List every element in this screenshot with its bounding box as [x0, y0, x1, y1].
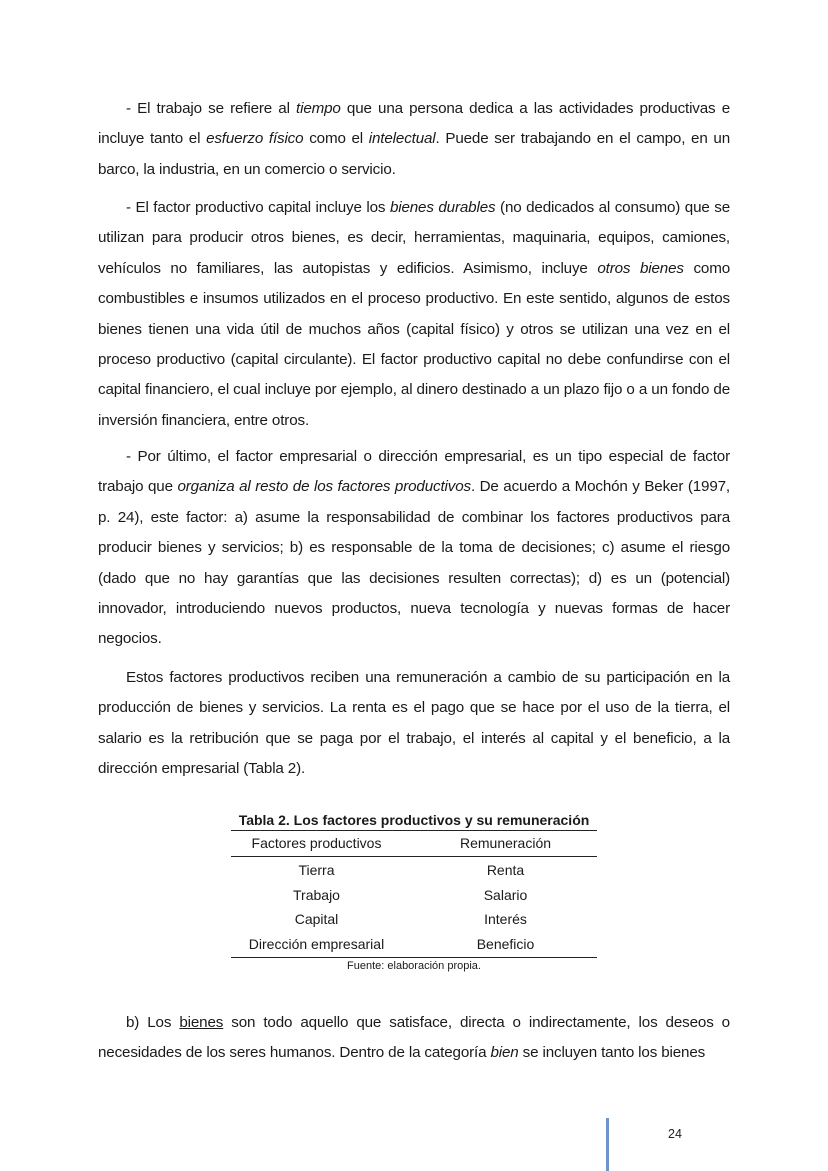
- table-row: [231, 883, 597, 908]
- italic-term: intelectual: [368, 130, 436, 148]
- underlined-term: bienes: [179, 1014, 224, 1031]
- table-row: [231, 907, 597, 932]
- italic-term: organiza al resto de los factores productivos: [177, 478, 471, 496]
- paragraph-capital: [98, 193, 730, 436]
- table-row: [231, 858, 597, 883]
- table-header-cell: Factores productivos: [251, 835, 382, 851]
- italic-term: esfuerzo físico: [206, 130, 304, 148]
- table-cell: Salario: [483, 886, 528, 903]
- paragraph-trabajo: [98, 94, 730, 185]
- table-header-row: [231, 831, 597, 856]
- page-number: 24: [668, 1127, 682, 1141]
- text-run: b) Los: [126, 1014, 180, 1031]
- text-run: - Por último, el factor empresarial o dirección empresarial, es un tipo especial de factor trabajo que: [98, 448, 730, 496]
- table-cell: Tierra: [298, 862, 335, 878]
- paragraph-factor-empresarial: [98, 442, 730, 655]
- text-run: - El factor productivo capital incluye los: [126, 199, 390, 216]
- table-cell: Interés: [484, 911, 527, 927]
- table-source-note: Fuente: elaboración propia.: [347, 960, 481, 972]
- paragraph-bienes: [98, 1008, 730, 1069]
- table-title: Tabla 2. Los factores productivos y su remuneración: [238, 812, 590, 828]
- paragraph-remuneracion: [98, 663, 730, 785]
- text-run: se incluyen tanto los bienes: [518, 1044, 706, 1062]
- text-run: - El trabajo se refiere al: [126, 100, 297, 117]
- text-run: como combustibles e insumos utilizados en el proceso productivo. En este sentido, algunos de estos bienes tienen una vida útil de muchos años (capital físico) y otros se utilizan una vez en el proceso productivo (capital circulante). El factor productivo capital no debe confundirse con el capital financiero, el cual incluye por ejemplo, al dinero destinado a un plazo fijo o a un fondo de inversión financiera, entre otros.: [98, 259, 731, 429]
- text-run: son todo aquello que satisface, directa o indirectamente, los deseos o necesidades de los seres humanos. Dentro de la categoría: [98, 1014, 730, 1062]
- table-cell: Renta: [486, 862, 525, 878]
- table-cell: Beneficio: [476, 935, 535, 952]
- italic-term: bienes durables: [389, 199, 496, 216]
- table-factores-remuneracion: [231, 810, 597, 974]
- italic-term: tiempo: [296, 100, 341, 117]
- table-cell: Dirección empresarial: [248, 935, 385, 952]
- text-run: . De acuerdo a Mochón y Beker (1997, p. 24), este factor: a) asume la responsabilidad de combinar los factores productivos para producir bienes y servicios; b) es responsable de la toma de decisiones; c) asume el riesgo (dado que no hay garantías que las decisiones resulten correctas); d) es un (potencial) innovador, introduciendo nuevos productos, nueva tecnología y nuevas formas de hacer negocios.: [98, 478, 730, 648]
- italic-term: bien: [490, 1044, 519, 1062]
- footer-accent-bar: [606, 1118, 609, 1171]
- text-run: Estos factores productivos reciben una remuneración a cambio de su participación en la producción de bienes y servicios. La renta es el pago que se hace por el uso de la tierra, el salario es la retribución que se paga por el trabajo, el interés al capital y el beneficio, a la dirección empresarial (Tabla 2).: [98, 669, 730, 778]
- table-cell: Trabajo: [293, 886, 340, 903]
- table-header-cell: Remuneración: [459, 835, 552, 851]
- table-cell: Capital: [294, 911, 339, 927]
- text-run: (no dedicados al consumo) que se utilizan para producir otros bienes, es decir, herramientas, maquinaria, equipos, camiones, vehículos no familiares, las autopistas y edificios. Asimismo, incluye: [98, 199, 731, 277]
- text-run: que una persona dedica a las actividades productivas e incluye tanto el: [98, 100, 730, 148]
- text-run: . Puede ser trabajando en el campo, en un barco, la industria, en un comercio o servicio.: [98, 130, 730, 178]
- table-row: [231, 932, 597, 957]
- table-body: [231, 857, 597, 957]
- text-run: como el: [303, 130, 369, 148]
- italic-term: otros bienes: [597, 259, 684, 277]
